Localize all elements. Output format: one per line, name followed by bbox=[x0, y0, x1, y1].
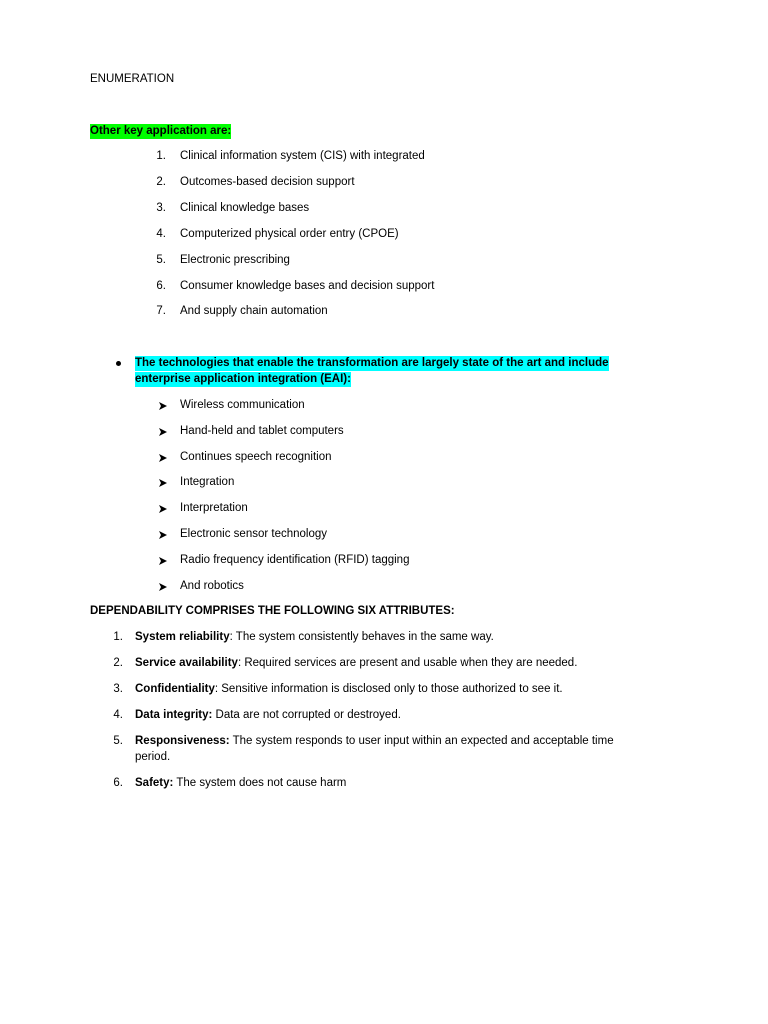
arrow-bullet-icon bbox=[158, 478, 168, 488]
bullet-dot-icon bbox=[116, 361, 121, 366]
arrow-bullet-icon bbox=[158, 582, 168, 592]
list-item-text: Consumer knowledge bases and decision support bbox=[180, 280, 435, 292]
list-item-text: And robotics bbox=[180, 580, 244, 592]
term: Service availability bbox=[135, 657, 238, 669]
list-number: 1. bbox=[113, 631, 123, 643]
list-item-text: Clinical knowledge bases bbox=[180, 202, 310, 214]
page-heading: ENUMERATION bbox=[90, 73, 175, 85]
list-item-text bbox=[135, 630, 494, 645]
definition: The system does not cause harm bbox=[173, 777, 347, 789]
term: Safety: bbox=[135, 777, 174, 789]
list-number: 3. bbox=[156, 202, 166, 214]
term: Data integrity: bbox=[135, 709, 213, 721]
term: System reliability bbox=[135, 631, 230, 643]
list-item-text: Hand-held and tablet computers bbox=[180, 425, 344, 437]
arrow-bullet-icon bbox=[158, 556, 168, 566]
list-item-text: And supply chain automation bbox=[180, 305, 328, 317]
list-number: 6. bbox=[113, 777, 123, 789]
list-number: 2. bbox=[113, 657, 123, 669]
list-number: 1. bbox=[156, 150, 166, 162]
list-number: 7. bbox=[156, 305, 166, 317]
list-number: 4. bbox=[156, 228, 166, 240]
definition: Data are not corrupted or destroyed. bbox=[212, 709, 401, 721]
list-item-text-continued: period. bbox=[135, 751, 171, 763]
definition: : The system consistently behaves in the same way. bbox=[229, 631, 494, 643]
arrow-bullet-icon bbox=[158, 401, 168, 411]
list-item-text bbox=[135, 734, 614, 749]
term: Responsiveness: bbox=[135, 735, 230, 747]
list-item-text bbox=[135, 682, 563, 697]
arrow-bullet-icon bbox=[158, 504, 168, 514]
list-item-text: Continues speech recognition bbox=[180, 451, 332, 463]
tech-intro-line1: The technologies that enable the transformation are largely state of the art and include bbox=[135, 357, 609, 369]
list-number: 5. bbox=[156, 254, 166, 266]
list-item-text: Outcomes-based decision support bbox=[180, 176, 355, 188]
definition: : Sensitive information is disclosed only to those authorized to see it. bbox=[214, 683, 563, 695]
list-item-text: Wireless communication bbox=[180, 399, 305, 411]
list-number: 2. bbox=[156, 176, 166, 188]
term: Confidentiality bbox=[135, 683, 215, 695]
list-item-text bbox=[135, 656, 577, 671]
arrow-bullet-icon bbox=[158, 453, 168, 463]
list-item-text: Electronic sensor technology bbox=[180, 528, 328, 540]
list-item-text: Electronic prescribing bbox=[180, 254, 290, 266]
list-item-text: Interpretation bbox=[180, 502, 248, 514]
list-item-text: Radio frequency identification (RFID) tagging bbox=[180, 554, 410, 566]
arrow-bullet-icon bbox=[158, 530, 168, 540]
list-item-text: Computerized physical order entry (CPOE) bbox=[180, 228, 399, 240]
tech-intro-line2: enterprise application integration (EAI): bbox=[135, 373, 351, 385]
apps-intro: Other key application are: bbox=[90, 125, 232, 137]
list-number: 3. bbox=[113, 683, 123, 695]
list-item-text bbox=[135, 776, 346, 791]
definition: : Required services are present and usable when they are needed. bbox=[237, 657, 578, 669]
list-item-text bbox=[135, 708, 401, 723]
list-item-text: Integration bbox=[180, 476, 235, 488]
list-number: 4. bbox=[113, 709, 123, 721]
list-number: 6. bbox=[156, 280, 166, 292]
list-number: 5. bbox=[113, 735, 123, 747]
arrow-bullet-icon bbox=[158, 427, 168, 437]
dependability-heading: DEPENDABILITY COMPRISES THE FOLLOWING SIX ATTRIBUTES: bbox=[90, 605, 455, 617]
list-item-text: Clinical information system (CIS) with integrated bbox=[180, 150, 425, 162]
definition: The system responds to user input within an expected and acceptable time bbox=[229, 735, 614, 747]
